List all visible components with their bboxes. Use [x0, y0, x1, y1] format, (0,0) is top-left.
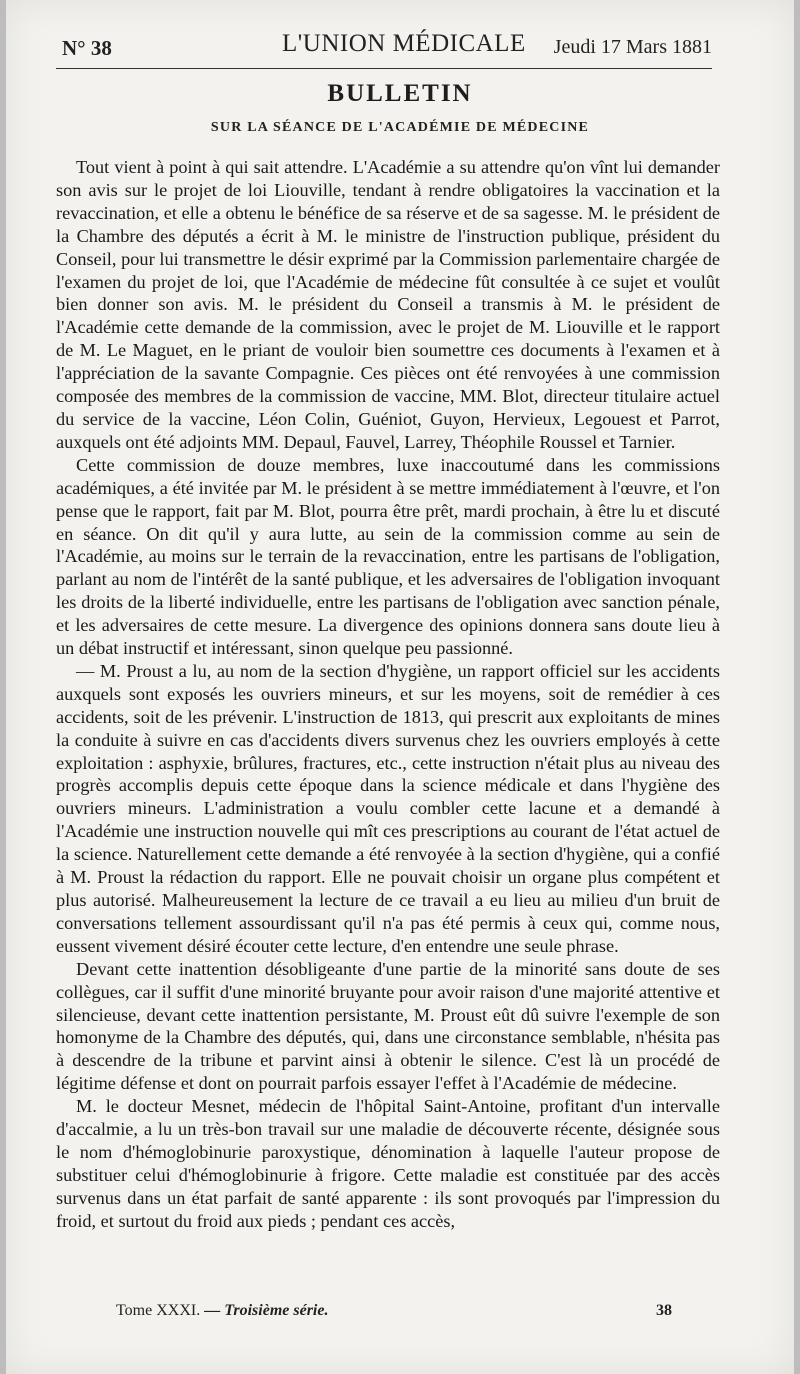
article-subheading: SUR LA SÉANCE DE L'ACADÉMIE DE MÉDECINE	[210, 120, 590, 135]
series-label: — Troisième série.	[204, 1302, 329, 1319]
volume-label: Tome XXXI.	[116, 1302, 201, 1319]
paragraph: M. le docteur Mesnet, médecin de l'hôpital Saint-Antoine, profitant d'un intervalle d'accalmie, a lu un très-bon travail sur une maladie de découverte récente, désignée sous le nom d'hémoglobinurie paroxystique, dénomination à laquelle l'auteur propose de substituer celui d'hémoglobinurie à frigore. Cette maladie est constituée par des accès survenus dans un état parfait de santé apparente : ils sont provoqués par l'impression du froid, et surtout du froid aux pieds ; pendant ces accès,	[56, 1096, 720, 1231]
paragraph: Devant cette inattention désobligeante d'une partie de la minorité sans doute de ses collègues, car il suffit d'une minorité bruyante pour avoir raison d'une majorité attentive et silencieuse, devant cette inattention persistante, M. Proust eût dû suivre l'exemple de son homonyme de la Chambre des députés, qui, dans une circonstance semblable, n'hésita pas à descendre de la tribune et parvint ainsi à obtenir le silence. C'est là un procédé de légitime défense et dont on pourrait parfois essayer l'effet à l'Académie de médecine.	[56, 958, 720, 1094]
article-heading: BULLETIN	[327, 80, 473, 107]
page-number: 38	[656, 1302, 672, 1319]
paragraph: Tout vient à point à qui sait attendre. L'Académie a su attendre qu'on vînt lui demander son avis sur le projet de loi Liouville, tendant à rendre obligatoires la vaccination et la revaccination, et elle a obtenu le bénéfice de sa réserve et de sa sagesse. M. le président de la Chambre des députés a écrit à M. le ministre de l'instruction publique, président du Conseil, pour lui transmettre le désir exprimé par la Commission parlementaire chargée de l'examen du projet de loi, que l'Académie de médecine fût consultée à ce sujet et voulût bien donner son avis. M. le président du Conseil a transmis à M. le président de l'Académie cette demande de la commission, avec le projet de M. Liouville et le rapport de M. Le Maguet, en le priant de vouloir bien soumettre ces documents à l'examen et à l'appréciation de la savante Compagnie. Ces pièces ont été renvoyées à une commission composée des membres de la commission de vaccine, MM. Blot, directeur titulaire actuel du service de la vaccine, Léon Colin, Guéniot, Guyon, Hervieux, Legouest et Parrot, auxquels ont été adjoints MM. Depaul, Fauvel, Larrey, Théophile Roussel et Tarnier.	[56, 157, 720, 452]
journal-title: L'UNION MÉDICALE	[282, 30, 526, 57]
paragraph: — M. Proust a lu, au nom de la section d'hygiène, un rapport officiel sur les accidents auxquels sont exposés les ouvriers mineurs, et sur les moyens, soit de remédier à ces accidents, soit de les prévenir. L'instruction de 1813, qui prescrit aux exploitants de mines la conduite à suivre en cas d'accidents divers survenus chez les ouvriers employés à cette exploitation : asphyxie, brûlures, fractures, etc., cette instruction n'était plus au niveau des progrès accomplis depuis cette époque dans la science médicale et dans l'hygiène des ouvriers mineurs. L'administration a voulu combler cette lacune et a demandé à l'Académie une instruction nouvelle qui mît ces prescriptions au courant de l'état actuel de la science. Naturellement cette demande a été renvoyée à la section d'hygiène, qui a confié à M. Proust la rédaction du rapport. Elle ne pouvait choisir un organe plus compétent et plus autorisé. Malheureusement la lecture de ce travail a eu lieu au milieu d'un bruit de conversations tellement assourdissant qu'il n'a pas été permis à ceux qui, comme nous, eussent vivement désiré écouter cette lecture, d'en entendre une seule phrase.	[56, 660, 720, 956]
paragraph: Cette commission de douze membres, luxe inaccoutumé dans les commissions académiques, a été invitée par M. le président à se mettre immédiatement à l'œuvre, et l'on pense que le rapport, fait par M. Blot, pourra être prêt, mardi prochain, à être lu et discuté en séance. On dit qu'il y aura lutte, au sein de la commission comme au sein de l'Académie, au moins sur le terrain de la revaccination, entre les partisans de l'obligation, parlant au nom de l'intérêt de la santé publique, et les adversaires de l'obligation invoquant les droits de la liberté individuelle, entre les partisans de l'obligation avec sanction pénale, et les adversaires de cette mesure. La divergence des opinions donnera sans doute lieu à un débat instructif et intéressant, sinon quelque peu passionné.	[56, 454, 720, 659]
article-body	[56, 156, 720, 1233]
volume-info	[116, 1302, 328, 1320]
page-footer	[116, 1302, 672, 1326]
journal-page	[6, 0, 794, 1374]
issue-number: N° 38	[62, 36, 112, 60]
issue-date: Jeudi 17 Mars 1881	[553, 36, 712, 58]
running-header	[62, 30, 712, 70]
header-rule	[56, 68, 712, 69]
